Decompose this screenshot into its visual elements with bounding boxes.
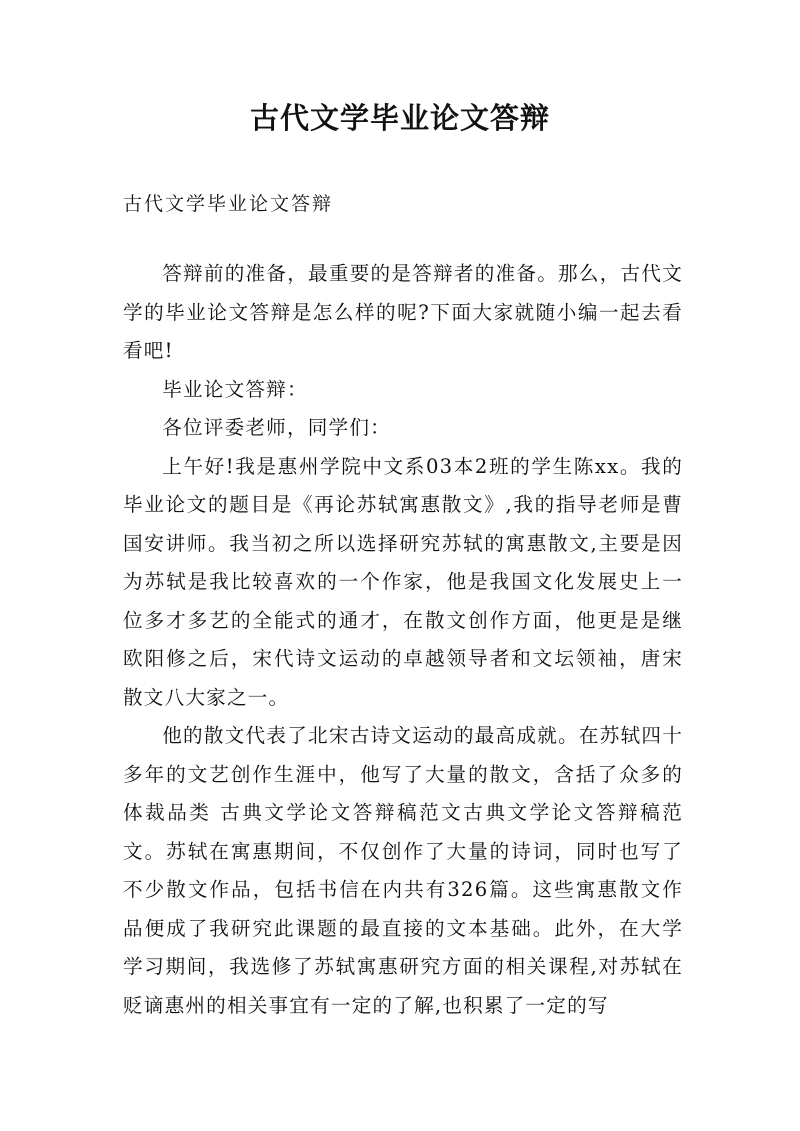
paragraph-self-introduction: 上午好!我是惠州学院中文系03本2班的学生陈xx。我的毕业论文的题目是《再论苏轼寓惠散文》,我的指导老师是曹国安讲师。我当初之所以选择研究苏轼的寓惠散文,主要是因为苏轼是我比较喜欢的一个作家，他是我国文化发展史上一位多才多艺的全能式的通才，在散文创作方面，他更是是继欧阳修之后，宋代诗文运动的卓越领导者和文坛领袖，唐宋散文八大家之一。 bbox=[123, 454, 683, 709]
paragraph-greeting: 各位评委老师，同学们： bbox=[162, 416, 391, 439]
document-subtitle: 古代文学毕业论文答辩 bbox=[123, 193, 334, 215]
paragraph-intro: 答辩前的准备，最重要的是答辩者的准备。那么，古代文学的毕业论文答辩是怎么样的呢?下面大家就随小编一起去看看吧! bbox=[123, 262, 683, 362]
paragraph-heading: 毕业论文答辩： bbox=[162, 377, 308, 401]
paragraph-research-background: 他的散文代表了北宋古诗文运动的最高成就。在苏轼四十多年的文艺创作生涯中，他写了大量的散文，含括了众多的体裁品类 古典文学论文答辩稿范文古典文学论文答辩稿范文。苏轼在寓惠期间，不仅创作了大量的诗词，同时也写了不少散文作品，包括书信在内共有326篇。这些寓惠散文作品便成了我研究此课题的最直接的文本基础。此外，在大学学习期间，我选修了苏轼寓惠研究方面的相关课程,对苏轼在贬谪惠州的相关事宜有一定的了解,也积累了一定的写 bbox=[123, 724, 683, 1017]
document-body bbox=[123, 255, 683, 1025]
document-title: 古代文学毕业论文答辩 bbox=[249, 101, 550, 135]
